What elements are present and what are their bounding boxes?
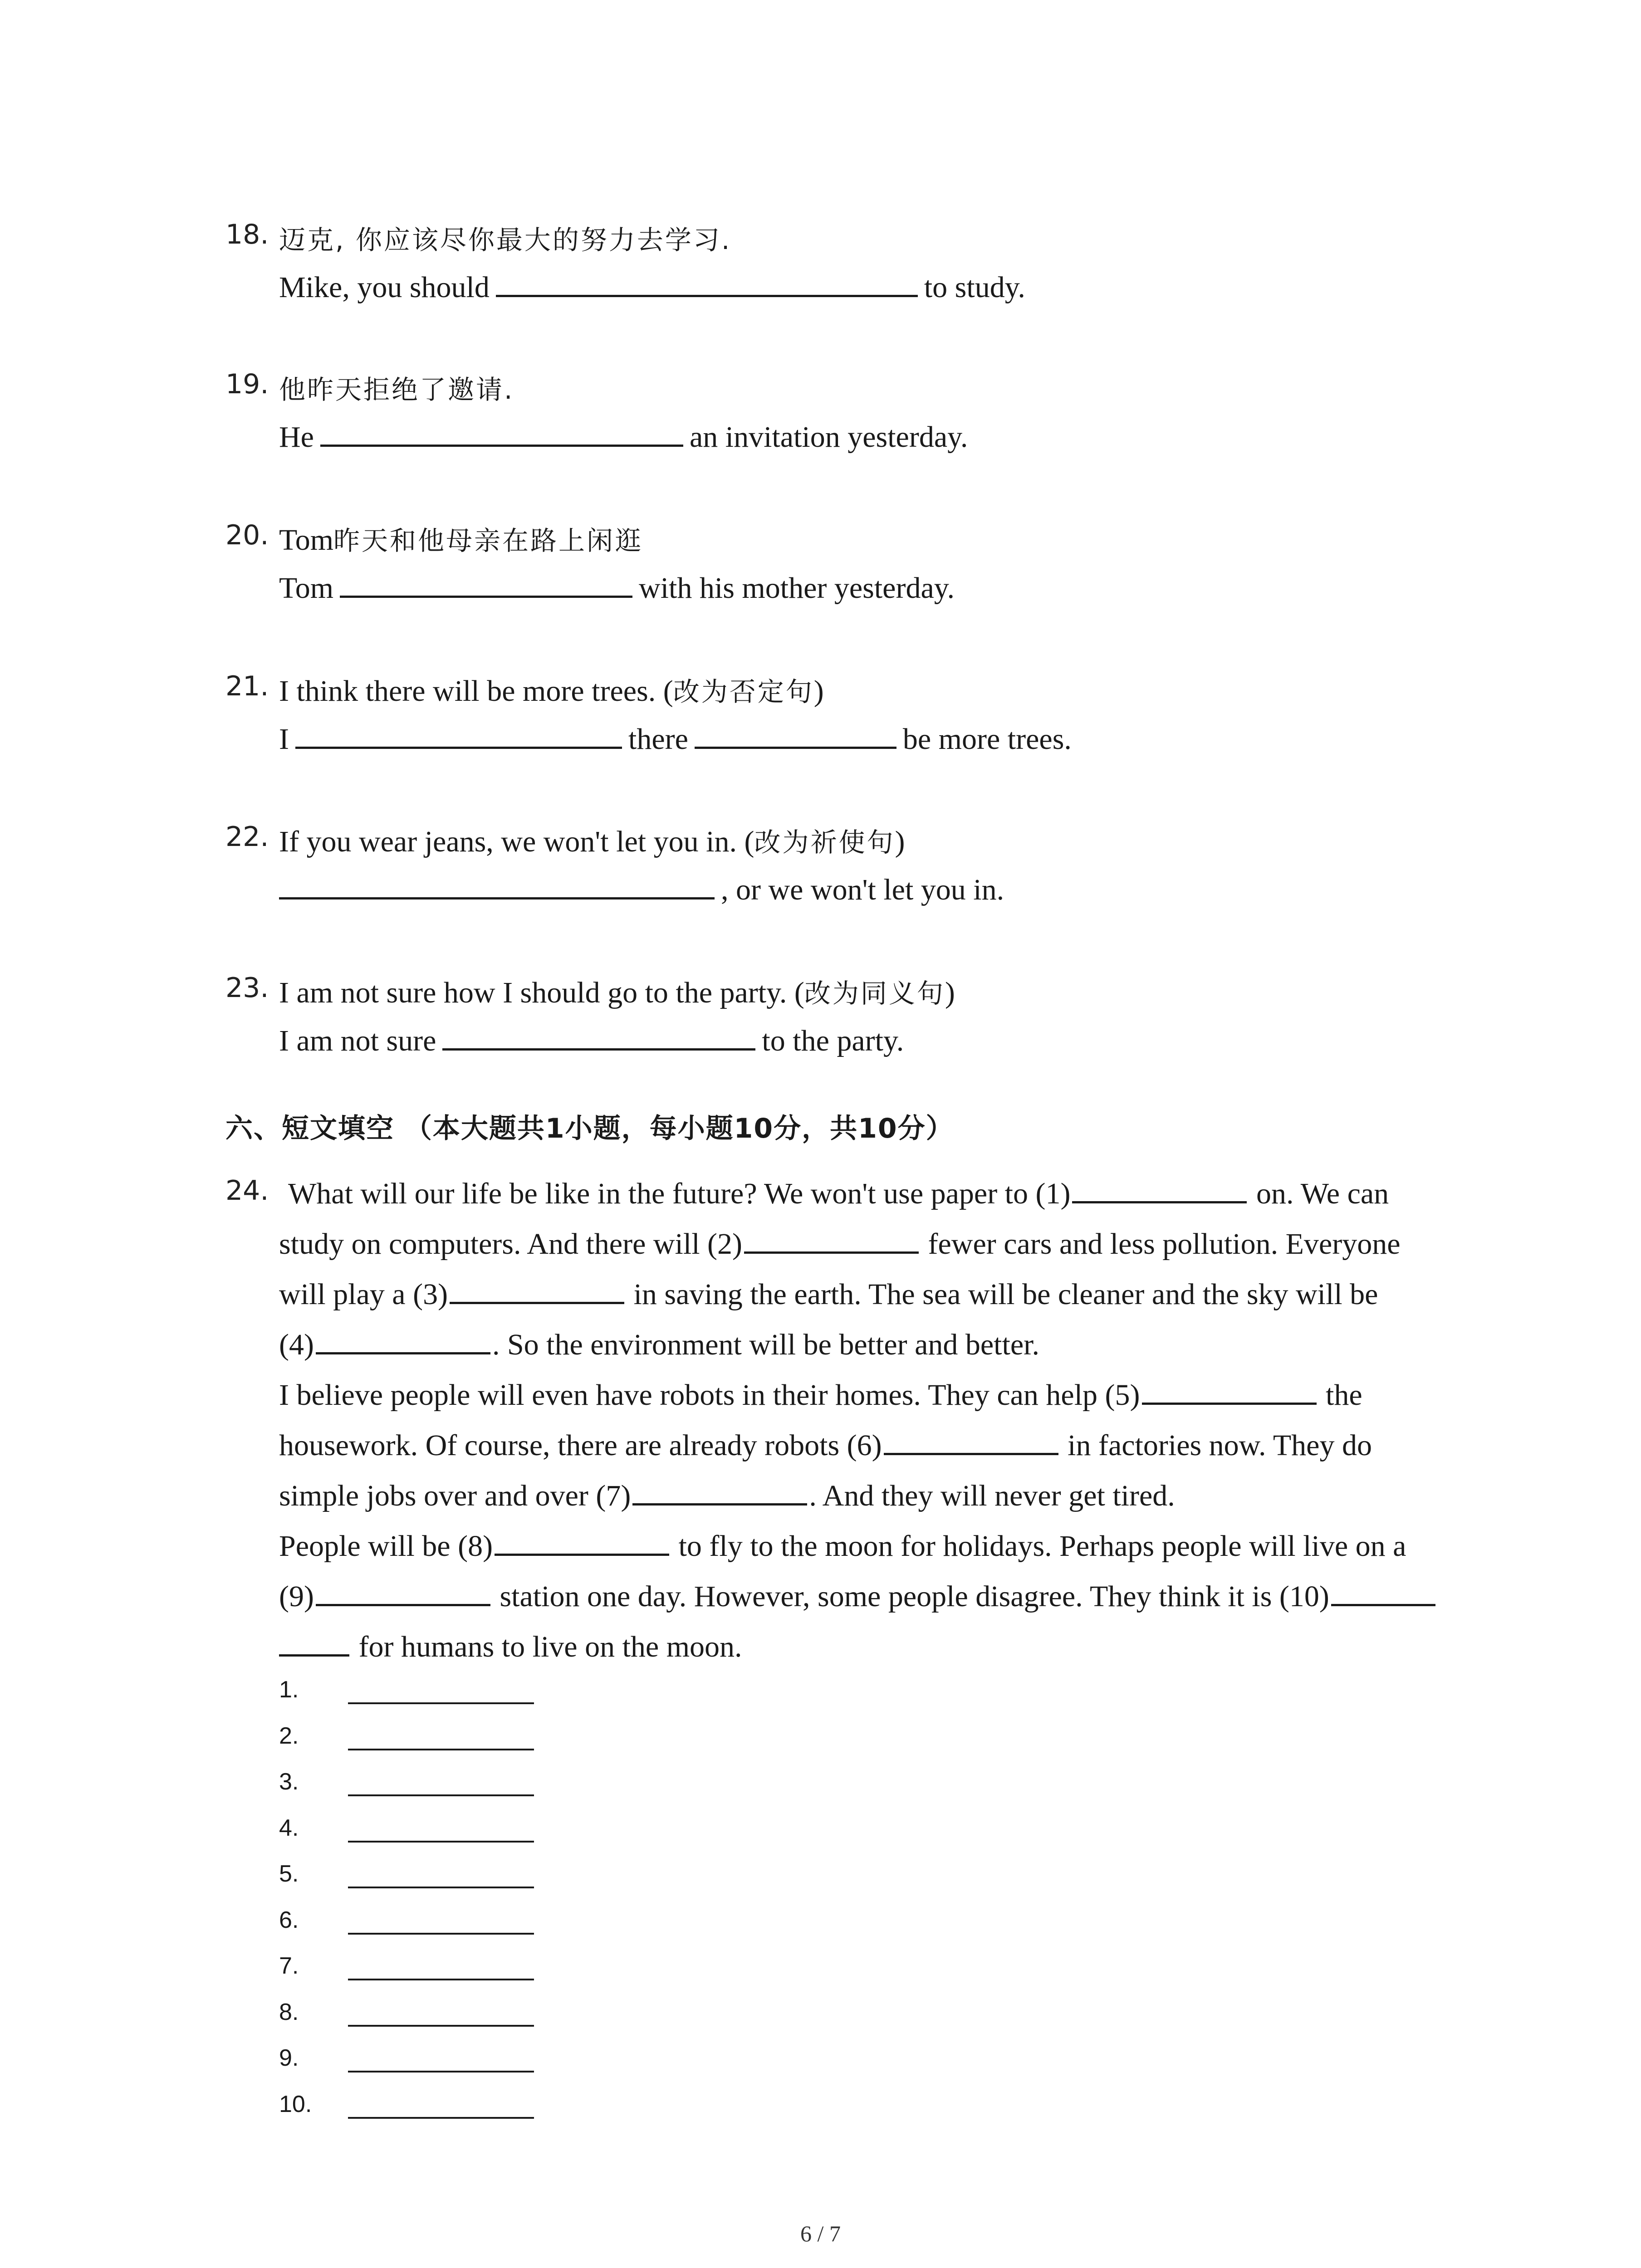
answer-text-before: Mike, you should [279, 271, 490, 304]
answer-text-after: to study. [924, 271, 1025, 304]
answer-field[interactable] [348, 1794, 534, 1796]
answer-text-after: with his mother yesterday. [639, 572, 955, 605]
answer-field[interactable] [348, 1933, 534, 1935]
prompt-chinese: 改为否定句 [673, 676, 814, 707]
answer-line [279, 871, 1004, 907]
answer-blank[interactable] [320, 418, 683, 447]
answer-blank[interactable] [340, 569, 632, 598]
prompt-close: ) [945, 976, 955, 1009]
passage-line: for humans to live on the moon. [279, 1628, 742, 1664]
passage-blank-4[interactable] [316, 1326, 490, 1354]
question-number: 20. [225, 519, 269, 551]
prompt-chinese: 改为同义句 [804, 978, 945, 1009]
answer-text-after: to the party. [762, 1024, 904, 1057]
answer-line [279, 569, 955, 606]
answer-blank[interactable] [695, 720, 896, 749]
passage-blank-6[interactable] [884, 1427, 1058, 1455]
answer-blank[interactable] [442, 1022, 755, 1051]
answer-text-middle: there [628, 723, 688, 756]
question-number: 18. [225, 219, 269, 250]
question-prompt [279, 972, 955, 1010]
answer-field[interactable] [348, 1841, 534, 1843]
answer-line [279, 269, 1025, 305]
prompt-chinese: 改为祈使句 [754, 827, 895, 858]
passage-blank-1[interactable] [1072, 1175, 1247, 1203]
question-prompt [279, 519, 643, 557]
passage-line: simple jobs over and over (7) . And they will never get tired. [279, 1477, 1175, 1513]
question-number: 22. [225, 821, 269, 853]
exam-page: 18. 迈克, 你应该尽你最大的努力去学习. Mike, you should to study. 19. 他昨天拒绝了邀请. He an invitation yesterday. 20. Tom昨天和他母亲在路上闲逛 Tom with his mother yesterday. 21. I think there will be more trees. (改为否定句) I there be more trees. 22. If you wear jeans, we won't let you in. (改为祈使句) , or we won't let you in. 23. I am not sure how I should go to the party. (改为同义句) I am not sure to the party. 六、短文填空 （本大题共1小题，每小题10分，共10分） 24. What will our life be like in the future? We won't use paper to (1) on. We can study on computers. And there will (2) fewer cars and less pollution. Everyone will play a (3) in saving the earth. The sea will be cleaner and the sky will be (4) . So the environment will be better and better. I believe people will even have robots in their homes. They can help (5) the housework. Of course, there are already robots (6) in factories now. They do simple jobs over and over (7) . And they will never get tired. People will be (8) to fly to the moon for holidays. Perhaps people will live on a (9) station one day. However, some people disagree. They think it is (10) for humans to live on the moon. 1. 2. 3. 4. 5. 6. 7. 8. 9. 10. 6 / 7 [0, 0, 1641, 2268]
answer-blank[interactable] [295, 720, 622, 749]
prompt-chinese: 他昨天拒绝了邀请. [279, 374, 514, 405]
prompt-english: I think there will be more trees. ( [279, 675, 673, 708]
passage-blank-5[interactable] [1142, 1376, 1317, 1405]
prompt-english: I am not sure how I should go to the party. ( [279, 976, 804, 1009]
question-number: 19. [225, 368, 269, 400]
answer-field[interactable] [348, 2117, 534, 2119]
passage-line: will play a (3) in saving the earth. The sea will be cleaner and the sky will be [279, 1276, 1378, 1312]
prompt-close: ) [895, 825, 905, 858]
passage-blank-10-continued[interactable] [279, 1628, 349, 1657]
question-prompt [279, 368, 514, 406]
page-number: 6 / 7 [800, 2221, 841, 2246]
prompt-chinese: 昨天和他母亲在路上闲逛 [333, 525, 643, 556]
passage-blank-7[interactable] [632, 1477, 807, 1505]
section-title: 六、短文填空 （本大题共1小题，每小题10分，共10分） [225, 1113, 954, 1144]
prompt-english: Tom [279, 523, 334, 557]
passage-blank-3[interactable] [450, 1276, 624, 1304]
answer-text-before: Tom [279, 572, 334, 605]
answer-blank[interactable] [496, 269, 918, 297]
answer-line [279, 418, 968, 455]
answer-blank[interactable] [279, 871, 715, 899]
passage-blank-9[interactable] [316, 1578, 490, 1606]
prompt-close: ) [813, 675, 824, 708]
prompt-chinese: 迈克, 你应该尽你最大的努力去学习. [279, 225, 732, 255]
passage-blank-2[interactable] [744, 1225, 919, 1254]
answer-text-after: be more trees. [902, 723, 1072, 756]
question-number: 24. [225, 1175, 269, 1207]
question-prompt [279, 219, 731, 257]
answer-field[interactable] [348, 1979, 534, 1980]
answer-line [279, 1022, 904, 1058]
answer-text-after: , or we won't let you in. [721, 873, 1004, 906]
answer-field[interactable] [348, 1887, 534, 1888]
prompt-english: If you wear jeans, we won't let you in. ( [279, 825, 754, 858]
question-prompt [279, 670, 824, 709]
answer-text-before: He [279, 420, 314, 454]
answer-text-after: an invitation yesterday. [689, 420, 968, 454]
passage-line: study on computers. And there will (2) fewer cars and less pollution. Everyone [279, 1225, 1401, 1261]
question-number: 21. [225, 670, 269, 702]
answer-field[interactable] [348, 2071, 534, 2072]
question-prompt [279, 821, 905, 859]
question-number: 23. [225, 972, 269, 1004]
passage-line: What will our life be like in the future? We won't use paper to (1) on. We can [288, 1175, 1389, 1211]
answer-line [279, 720, 1072, 757]
passage-line: People will be (8) to fly to the moon for holidays. Perhaps people will live on a [279, 1527, 1406, 1564]
passage-blank-10[interactable] [1331, 1578, 1435, 1606]
passage-line: I believe people will even have robots in their homes. They can help (5) the [279, 1376, 1362, 1413]
passage-blank-8[interactable] [495, 1527, 669, 1556]
passage-line: housework. Of course, there are already robots (6) in factories now. They do [279, 1427, 1372, 1463]
answer-field[interactable] [348, 1749, 534, 1750]
answer-field[interactable] [348, 2025, 534, 2027]
answer-field[interactable] [348, 1702, 534, 1704]
answer-text-before: I [279, 723, 289, 756]
passage-line: (4) . So the environment will be better and better. [279, 1326, 1039, 1362]
answer-text-before: I am not sure [279, 1024, 436, 1057]
passage-line: (9) station one day. However, some people disagree. They think it is (10) [279, 1578, 1437, 1614]
